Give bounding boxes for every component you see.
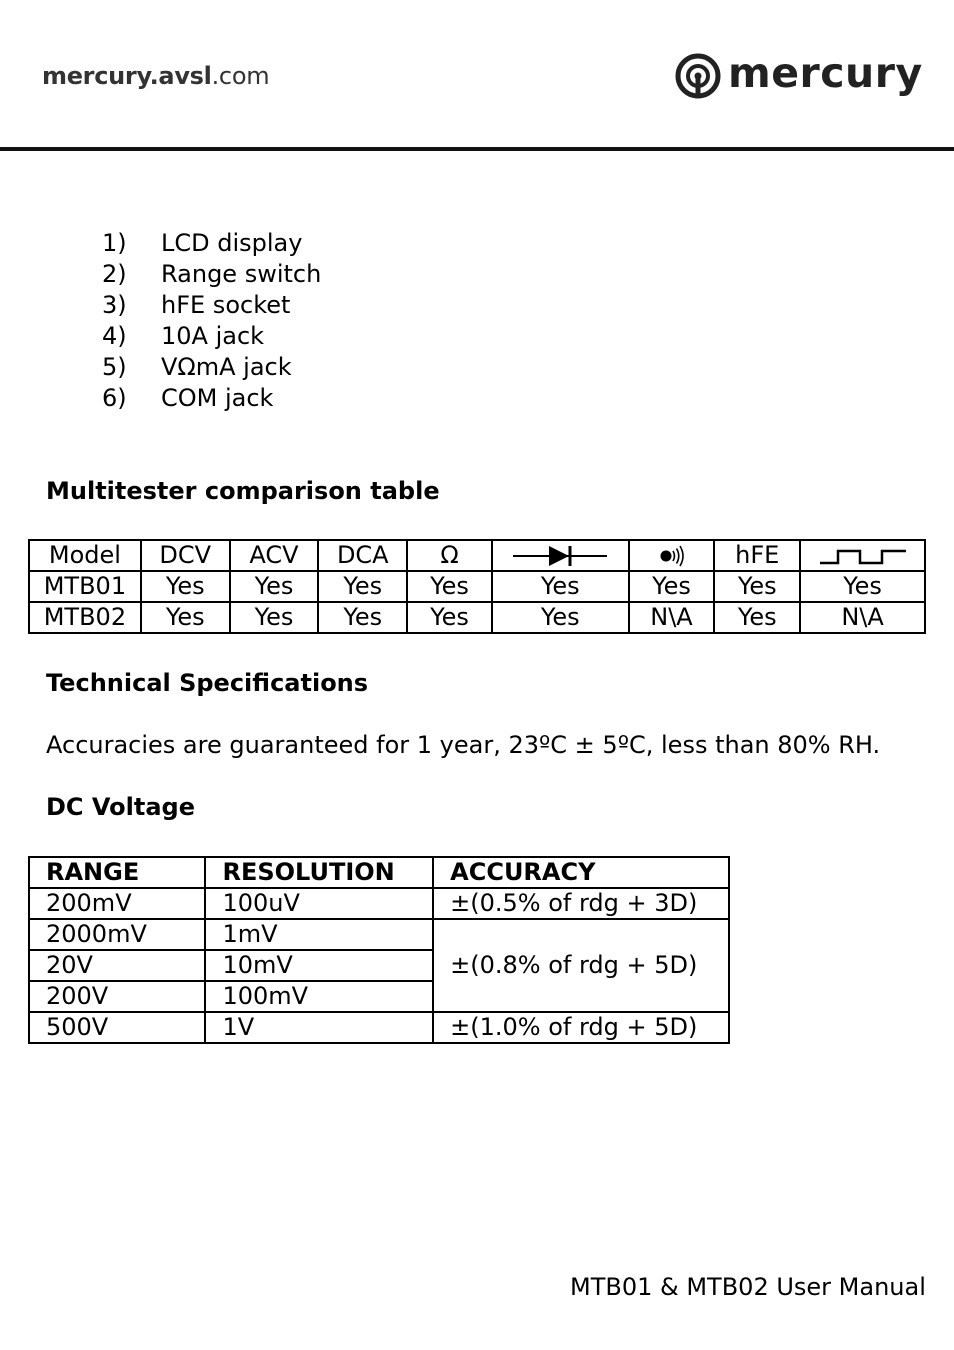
list-number: 3)	[102, 291, 127, 319]
table-cell: MTB01	[29, 571, 141, 602]
table-row	[29, 919, 729, 950]
table-cell: Yes	[141, 602, 230, 633]
table-cell: Yes	[407, 602, 492, 633]
list-label: COM jack	[161, 384, 274, 412]
header-cell: hFE	[714, 540, 800, 571]
list-item	[102, 259, 321, 290]
table-header-row	[29, 540, 925, 571]
accuracy-cell: ±(0.5% of rdg + 3D)	[433, 888, 729, 919]
list-item	[102, 321, 321, 352]
diode-icon	[511, 544, 609, 568]
header-cell: DCA	[318, 540, 407, 571]
list-label: VΩmA jack	[161, 353, 292, 381]
header-cell: Model	[29, 540, 141, 571]
resolution-cell: 1mV	[205, 919, 433, 950]
header-cell	[800, 540, 925, 571]
resolution-cell: 100uV	[205, 888, 433, 919]
table-row	[29, 888, 729, 919]
list-item	[102, 352, 321, 383]
table-cell: Yes	[800, 571, 925, 602]
table-cell: Yes	[492, 602, 629, 633]
header-cell: RESOLUTION	[205, 857, 433, 888]
mercury-logo	[674, 48, 923, 100]
range-cell: 200mV	[29, 888, 205, 919]
list-item	[102, 383, 321, 414]
table-cell: Yes	[230, 602, 319, 633]
header-cell: Ω	[407, 540, 492, 571]
dc-voltage-title: DC Voltage	[46, 793, 195, 821]
table-cell: MTB02	[29, 602, 141, 633]
range-cell: 20V	[29, 950, 205, 981]
dc-voltage-table	[28, 856, 730, 1044]
header-cell: DCV	[141, 540, 230, 571]
header-divider	[0, 147, 954, 151]
list-item	[102, 228, 321, 259]
table-cell: Yes	[318, 602, 407, 633]
comparison-table	[28, 539, 926, 634]
table-cell: Yes	[714, 571, 800, 602]
resolution-cell: 1V	[205, 1012, 433, 1043]
list-label: hFE socket	[161, 291, 291, 319]
page-footer: MTB01 & MTB02 User Manual	[570, 1273, 926, 1301]
table-cell: Yes	[492, 571, 629, 602]
range-cell: 500V	[29, 1012, 205, 1043]
list-number: 4)	[102, 322, 127, 350]
list-number: 1)	[102, 229, 127, 257]
list-label: 10A jack	[161, 322, 265, 350]
list-label: LCD display	[161, 229, 303, 257]
table-row	[29, 1012, 729, 1043]
table-cell: Yes	[714, 602, 800, 633]
table-cell: Yes	[230, 571, 319, 602]
table-cell: Yes	[629, 571, 715, 602]
list-number: 2)	[102, 260, 127, 288]
resolution-cell: 100mV	[205, 981, 433, 1012]
mercury-signal-icon	[674, 52, 722, 100]
table-cell: Yes	[318, 571, 407, 602]
header-cell: ACCURACY	[433, 857, 729, 888]
table-row	[29, 602, 925, 633]
table-cell: N\A	[629, 602, 715, 633]
range-cell: 2000mV	[29, 919, 205, 950]
header-cell: RANGE	[29, 857, 205, 888]
website-url-tld: .com	[211, 62, 270, 90]
header-cell: ACV	[230, 540, 319, 571]
accuracy-cell: ±(1.0% of rdg + 5D)	[433, 1012, 729, 1043]
header-cell	[629, 540, 715, 571]
table-cell: N\A	[800, 602, 925, 633]
website-url	[42, 62, 269, 90]
header-cell	[492, 540, 629, 571]
table-header-row	[29, 857, 729, 888]
range-cell: 200V	[29, 981, 205, 1012]
list-label: Range switch	[161, 260, 322, 288]
list-number: 5)	[102, 353, 127, 381]
comparison-table-title: Multitester comparison table	[46, 477, 440, 505]
website-url-domain: mercury.avsl	[42, 62, 212, 90]
continuity-buzzer-icon	[657, 544, 687, 568]
square-wave-icon	[818, 545, 908, 567]
parts-list	[102, 228, 321, 414]
specs-title: Technical Specifications	[46, 669, 369, 697]
list-item	[102, 290, 321, 321]
specs-note: Accuracies are guaranteed for 1 year, 23ºC ± 5ºC, less than 80% RH.	[46, 731, 881, 759]
table-cell: Yes	[141, 571, 230, 602]
list-number: 6)	[102, 384, 127, 412]
accuracy-cell: ±(0.8% of rdg + 5D)	[433, 919, 729, 1012]
table-row	[29, 571, 925, 602]
table-cell: Yes	[407, 571, 492, 602]
resolution-cell: 10mV	[205, 950, 433, 981]
logo-wordmark: mercury	[728, 48, 923, 97]
